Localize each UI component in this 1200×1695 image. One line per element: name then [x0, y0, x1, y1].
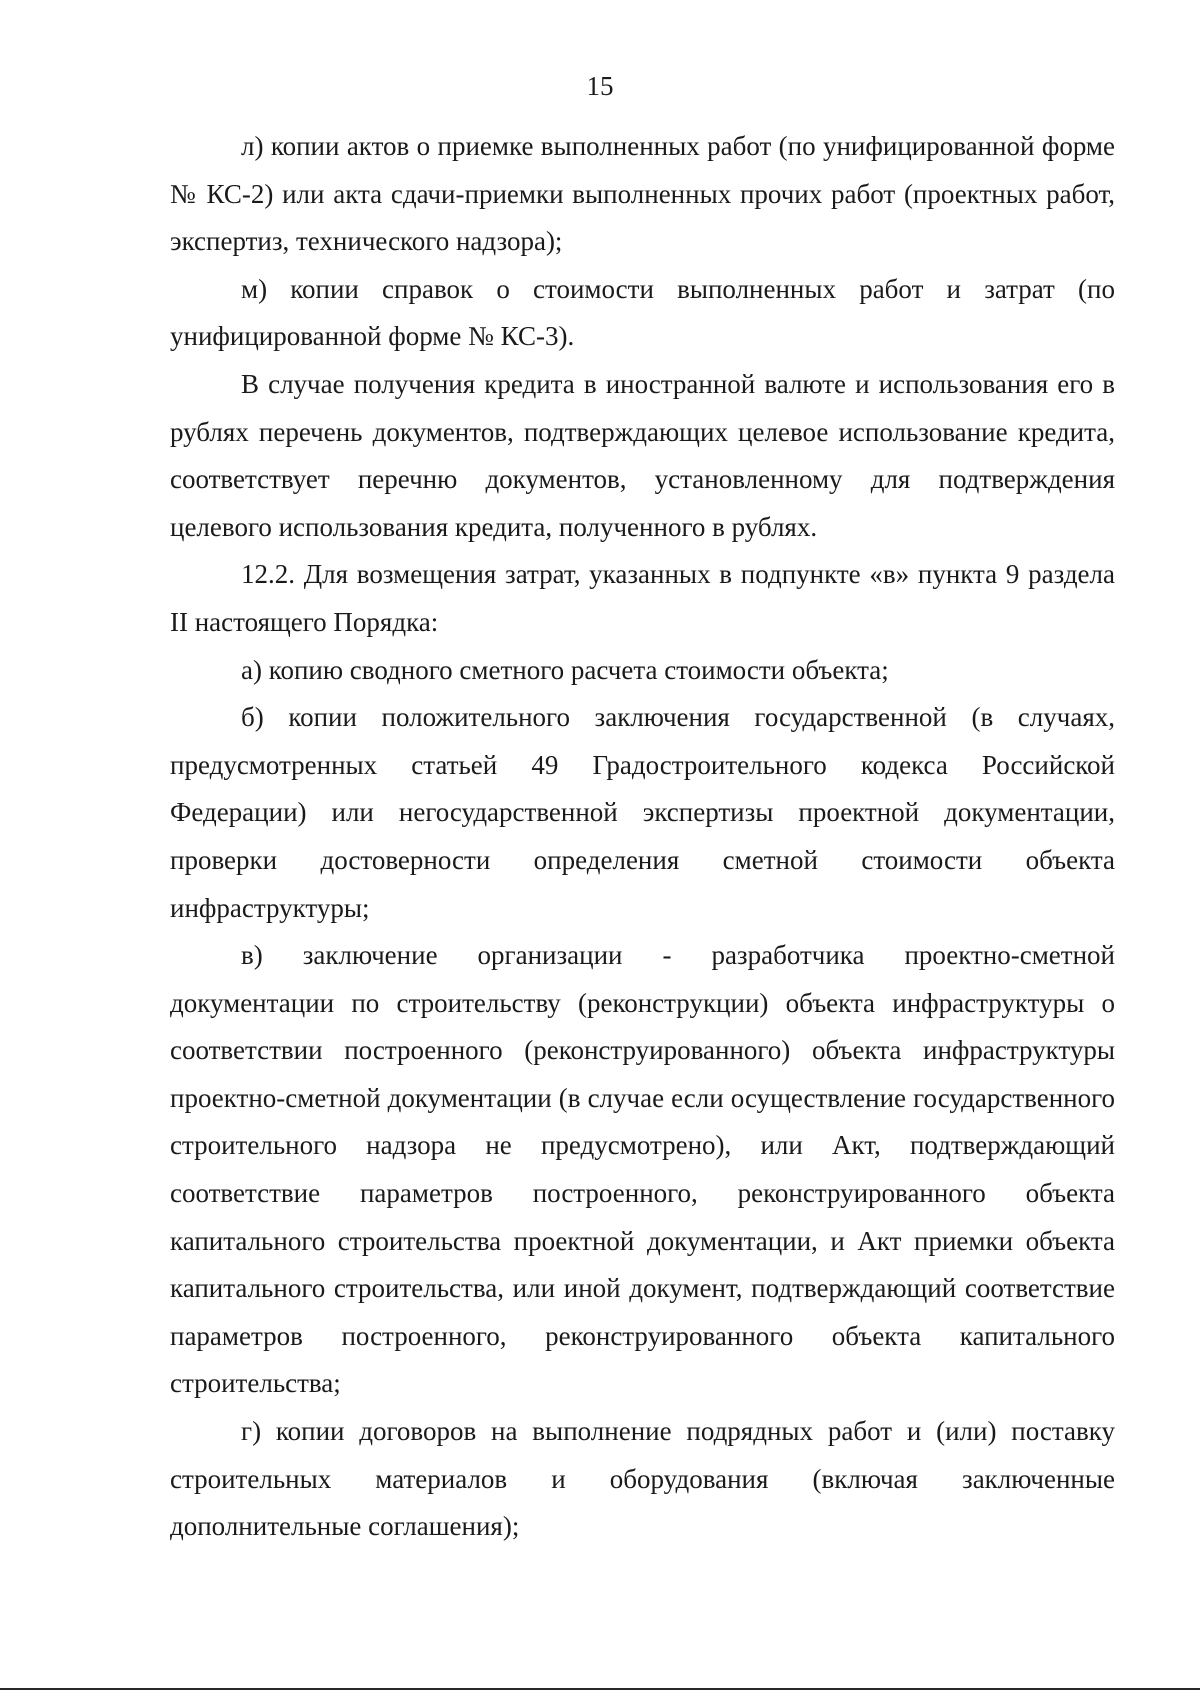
paragraph-item-v: в) заключение организации - разработчика проектно-сметной документации по строительству (реконструкции) объекта инфраструктуры о соответствии построенного (реконструированного) объекта инфраструктуры проектно-сметной документации (в случае если осуществление государственного строительного надзора не предусмотрено), или Акт, подтверждающий соответствие параметров построенного, реконструированного объекта капитального строительства проектной документации, и Акт приемки объекта капитального строительства, или иной документ, подтверждающий соответствие параметров построенного, реконструированного объекта капитального строительства; — [170, 940, 1115, 1399]
page-bottom-divider — [0, 1688, 1200, 1690]
paragraph-foreign-currency: В случае получения кредита в иностранной валюте и использования его в рублях перечень документов, подтверждающих целевое использование кредита, соответствует перечню документов, установленному для подтверждения целевого использования кредита, полученного в рублях. — [170, 368, 1115, 542]
paragraph-item-a: а) копию сводного сметного расчета стоимости объекта; — [241, 654, 889, 685]
paragraph-item-l: л) копии актов о приемке выполненных работ (по унифицированной форме № КС-2) или акта сдачи-приемки выполненных прочих работ (проектных работ, экспертиз, технического надзора); — [170, 131, 1115, 257]
paragraph-item-g: г) копии договоров на выполнение подрядных работ и (или) поставку строительных материалов и оборудования (включая заключенные дополнительные соглашения); — [170, 1416, 1115, 1542]
document-body — [170, 123, 1115, 1551]
paragraph-section-12-2: 12.2. Для возмещения затрат, указанных в подпункте «в» пункта 9 раздела II настоящего Порядка: — [170, 559, 1115, 637]
page-number: 15 — [586, 71, 614, 101]
paragraph-item-m: м) копии справок о стоимости выполненных работ и затрат (по унифицированной форме № КС-3). — [170, 273, 1115, 352]
paragraph-item-b: б) копии положительного заключения государственной (в случаях, предусмотренных статьей 49 Градостроительного кодекса Российской Федерации) или негосударственной экспертизы проектной документации, проверки достоверности определения сметной стоимости объекта инфраструктуры; — [170, 702, 1115, 923]
